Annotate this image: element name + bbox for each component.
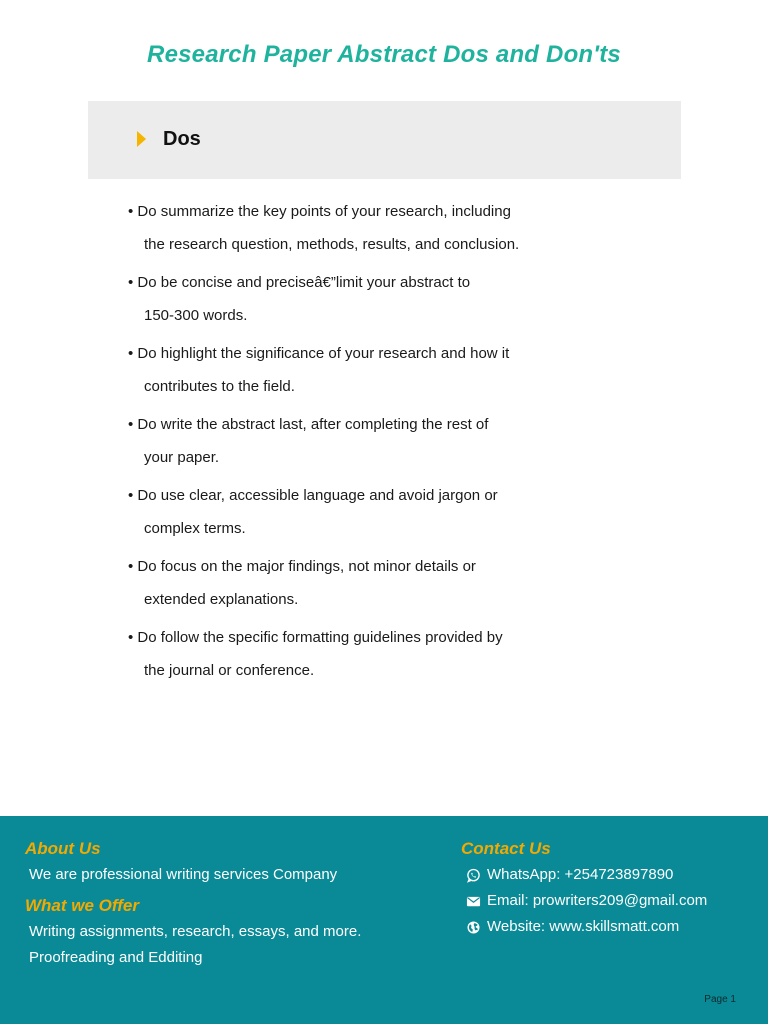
contact-text: WhatsApp: +254723897890: [487, 866, 674, 883]
offer-line: Proofreading and Edditing: [29, 949, 203, 966]
envelope-icon: [466, 894, 481, 909]
list-item: [128, 196, 568, 261]
page-number: Page 1: [704, 994, 736, 1005]
list-item: [128, 267, 568, 332]
list-item-line: • Do summarize the key points of your research, including: [128, 203, 511, 220]
list-item-line: • Do focus on the major findings, not minor details or: [128, 558, 476, 575]
list-item: [128, 551, 568, 616]
list-item-line: • Do write the abstract last, after completing the rest of: [128, 416, 489, 433]
offer-line: Writing assignments, research, essays, and more.: [29, 923, 362, 940]
list-item-line: • Do follow the specific formatting guidelines provided by: [128, 629, 503, 646]
whatsapp-icon: [466, 868, 481, 883]
contact-text: Website: www.skillsmatt.com: [487, 918, 680, 935]
list-item-line: the research question, methods, results, and conclusion.: [144, 235, 520, 253]
contact-whatsapp[interactable]: [466, 864, 673, 886]
list-item: [128, 622, 568, 687]
page-title: Research Paper Abstract Dos and Don'ts: [147, 41, 621, 68]
offer-heading: What we Offer: [25, 896, 139, 915]
contact-email[interactable]: [466, 890, 707, 912]
dos-list: [128, 196, 568, 693]
section-header-dos: [88, 101, 681, 179]
list-item-line: • Do use clear, accessible language and avoid jargon or: [128, 487, 498, 504]
list-item-line: 150-300 words.: [144, 306, 248, 324]
contact-heading: Contact Us: [461, 839, 551, 858]
section-label: Dos: [163, 128, 201, 150]
list-item-line: • Do highlight the significance of your research and how it: [128, 345, 510, 362]
contact-website[interactable]: [466, 916, 679, 938]
list-item-line: your paper.: [144, 448, 220, 466]
list-item: [128, 338, 568, 403]
list-item-line: • Do be concise and preciseâ€”limit your abstract to: [128, 274, 471, 291]
about-text: We are professional writing services Company: [29, 866, 338, 883]
contact-text: Email: prowriters209@gmail.com: [487, 892, 708, 909]
caret-right-icon: [137, 131, 146, 147]
list-item: [128, 480, 568, 545]
footer: [0, 816, 768, 1024]
list-item-line: extended explanations.: [144, 590, 299, 608]
globe-icon: [466, 920, 481, 935]
list-item-line: complex terms.: [144, 519, 246, 537]
list-item-line: the journal or conference.: [144, 661, 315, 679]
list-item: [128, 409, 568, 474]
list-item-line: contributes to the field.: [144, 377, 295, 395]
about-heading: About Us: [25, 839, 101, 858]
